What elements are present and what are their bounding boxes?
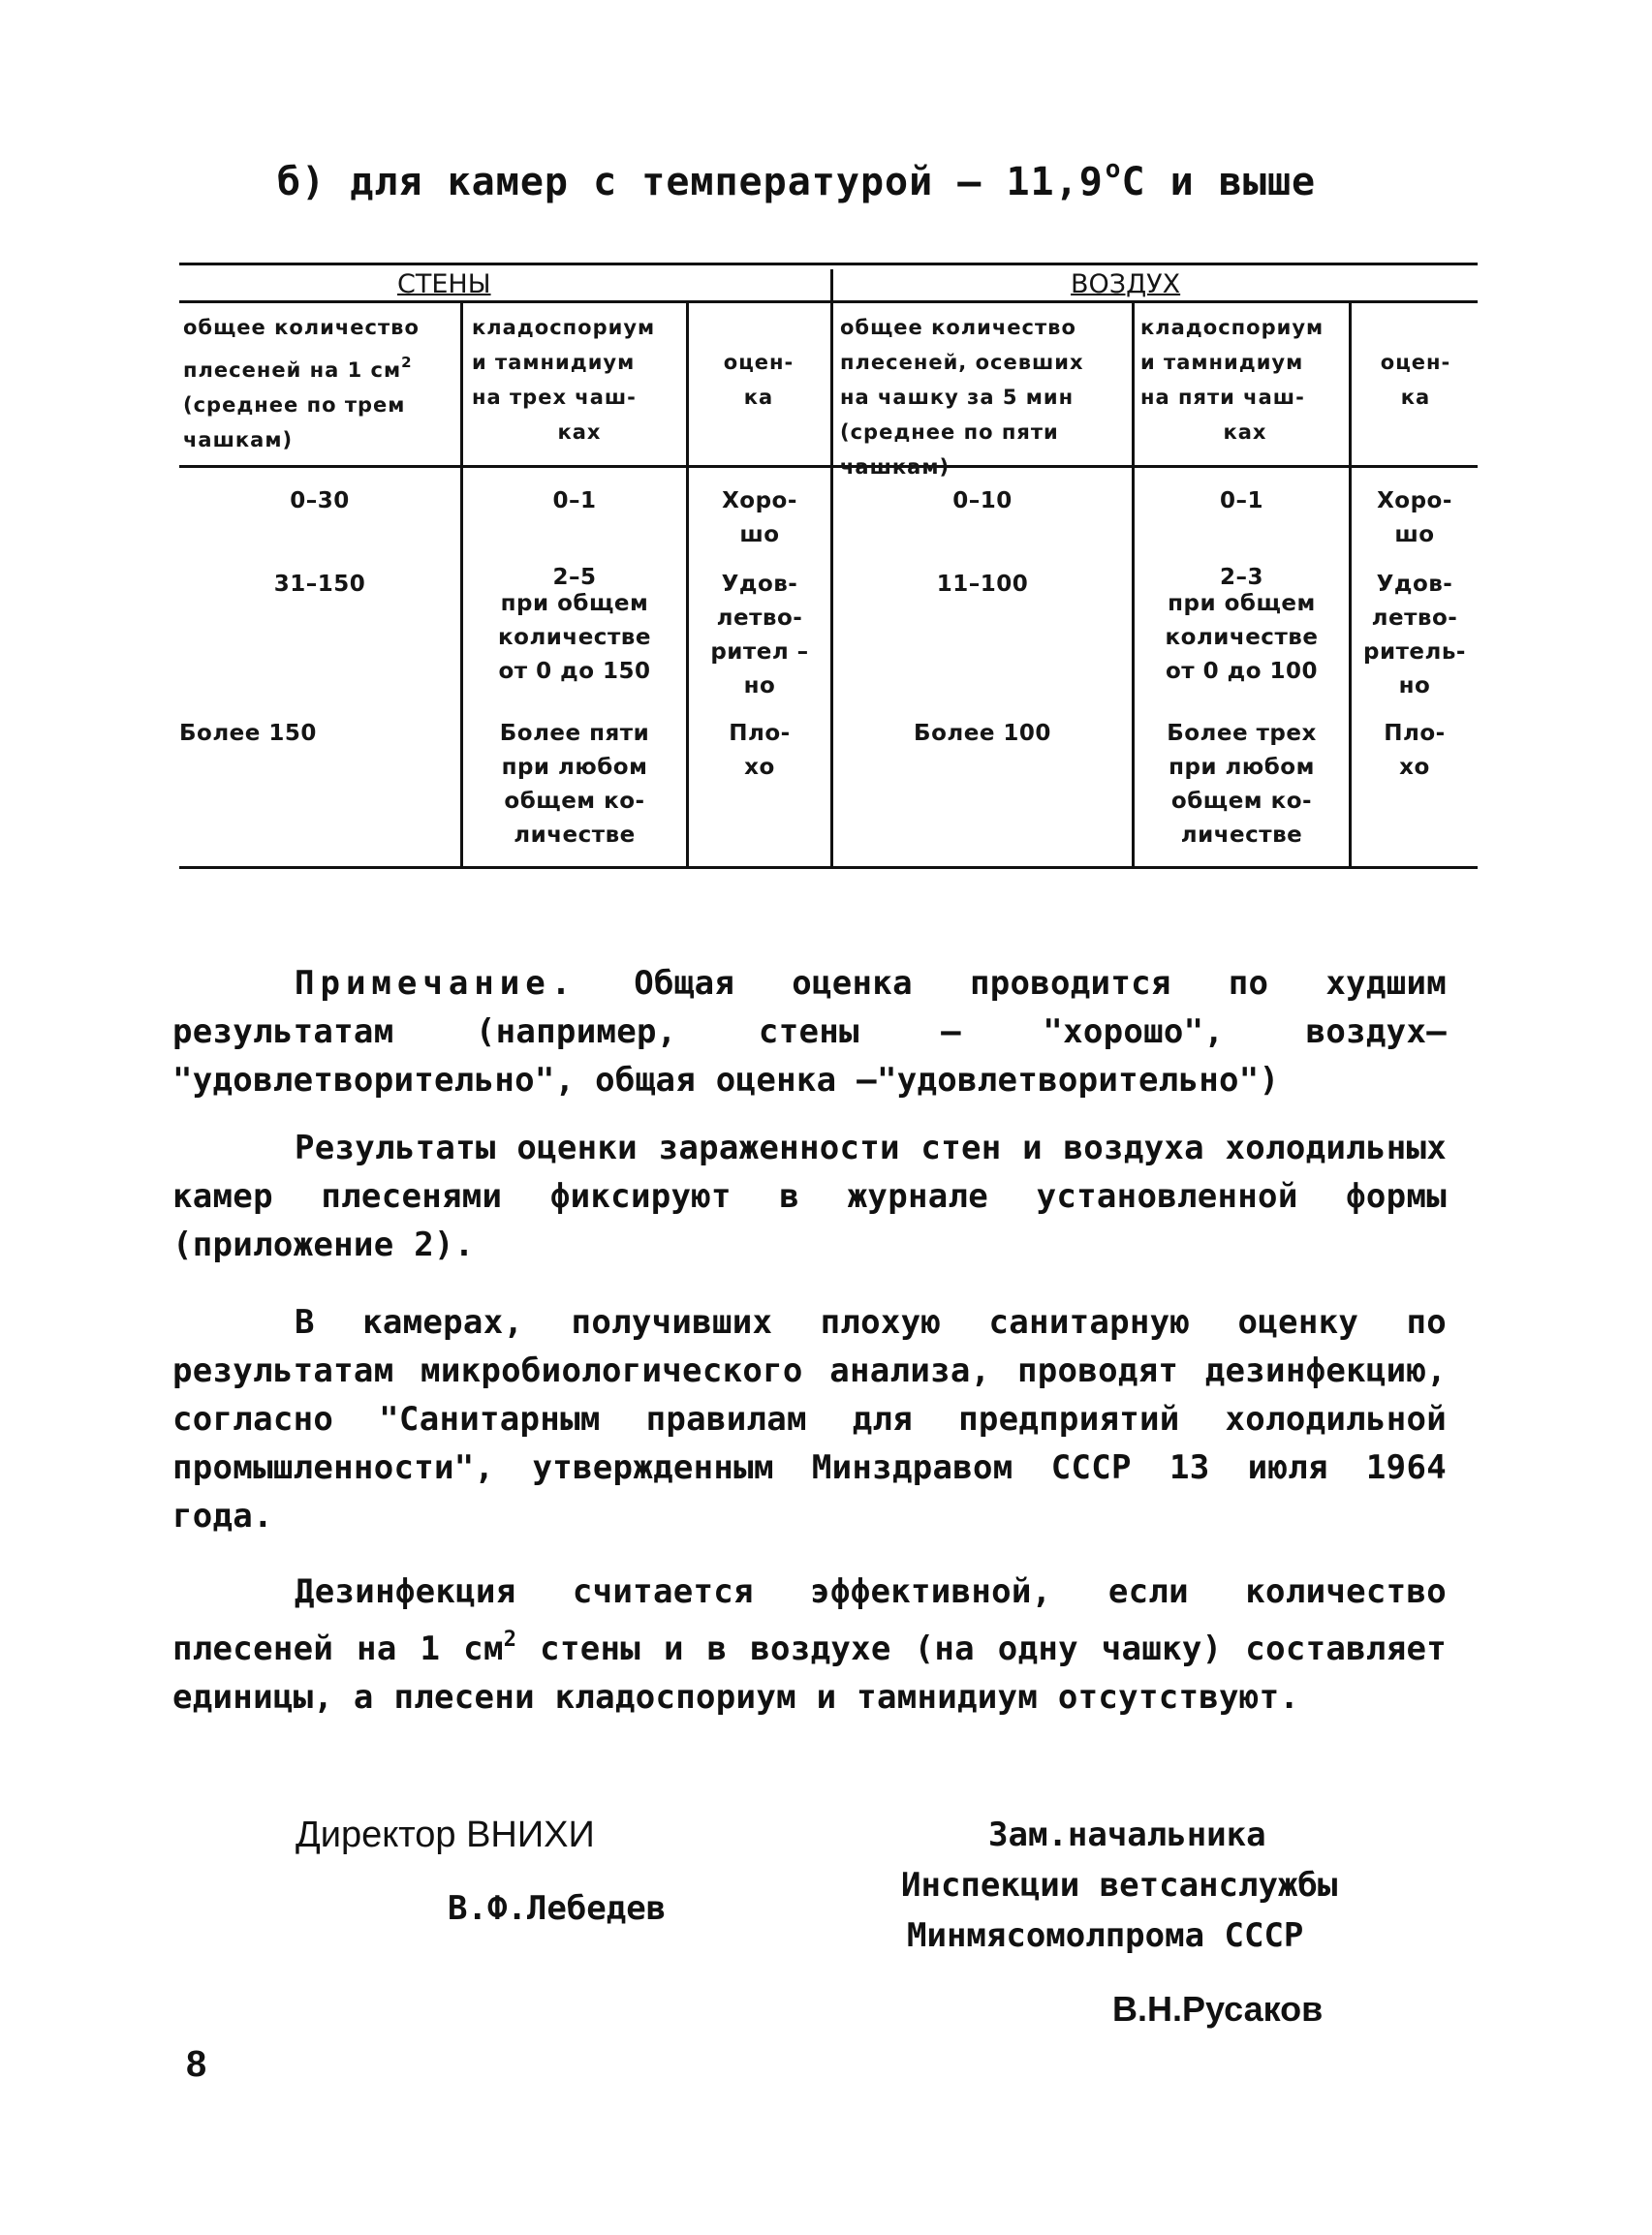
note-label: Примечание.	[295, 964, 577, 1003]
table-cell: 31–150	[273, 572, 366, 597]
section-heading	[277, 155, 1316, 204]
header-walls-clado: кладоспориум и тамнидиум на трех чаш- ках	[472, 316, 656, 444]
right-signatory-name: В.Н.Русаков	[1112, 1989, 1324, 2029]
table-cell: Пло- хо	[729, 721, 791, 780]
group-header-air: ВОЗДУХ	[1071, 269, 1181, 299]
table-cell: 2–3 при общем количестве от 0 до 100	[1165, 565, 1319, 684]
effectiveness-paragraph: Дезинфекция считается эффективной, если количество плесеней на 1 $см^2$ стены и в воздухе (на одну чашку) составляет единицы, а плесени кладоспориум и тамнидиум отсутствуют.	[172, 1572, 1447, 1717]
header-bottom-rule	[179, 465, 1478, 468]
page-number: 8	[186, 2044, 207, 2085]
table-cell: Хоро- шо	[722, 488, 797, 547]
results-paragraph: Результаты оценки зараженности стен и воздуха холодильных камер плесенями фиксируют в журнале установленной формы (приложение 2).	[172, 1129, 1447, 1264]
table-top-rule	[179, 263, 1478, 265]
table-cell: 0–1	[552, 488, 597, 513]
table-cell: 0–1	[1219, 488, 1263, 513]
right-signatory-line1: Зам.начальника	[988, 1816, 1266, 1854]
group-header-walls: СТЕНЫ	[397, 269, 491, 299]
grading-table	[179, 260, 1478, 870]
table-cell: Более 150	[179, 721, 317, 746]
table-cell: 0–30	[290, 488, 350, 513]
group-rule	[179, 300, 1478, 303]
table-cell: Хоро- шо	[1377, 488, 1452, 547]
heading-text: б) для камер с температурой – 11,9	[277, 160, 1104, 204]
heading-tail: С и выше	[1121, 160, 1317, 204]
table-cell: 2–5 при общем количестве от 0 до 150	[498, 565, 651, 684]
table-bottom-rule	[179, 866, 1478, 869]
header-walls-total: общее количество плесеней на 1 $см^2$ (среднее по трем чашкам)	[183, 316, 420, 451]
table-cell: Более пяти при любом общем ко- личестве	[499, 721, 650, 848]
degree-sign: о	[1105, 155, 1122, 184]
table-cell: 11–100	[936, 572, 1029, 597]
header-walls-grade: оцен- ка	[723, 351, 795, 409]
table-cell: Более 100	[914, 721, 1051, 746]
note-text: Общая оценка проводится по худшим результатам (например, стены – "хорошо", воздух– "удовлетворительно", общая оценка –"удовлетворительно")	[172, 964, 1447, 1100]
right-signatory-line2: Инспекции ветсанслужбы	[901, 1866, 1338, 1905]
table-cell: Удов- летво- ритель- но	[1363, 572, 1466, 698]
right-signatory-line3: Минмясомолпрома СССР	[907, 1916, 1304, 1955]
header-air-grade: оцен- ка	[1380, 351, 1451, 409]
note-paragraph	[172, 959, 1447, 1104]
header-air-total: общее количество плесеней, осевших на чашку за 5 мин (среднее по пяти чашкам)	[840, 316, 1084, 479]
table-cell: Пло- хо	[1384, 721, 1446, 780]
table-cell: Удов- летво- рител – но	[710, 572, 809, 698]
table-cell: 0–10	[952, 488, 1013, 513]
left-signatory-title: Директор ВНИХИ	[296, 1815, 595, 1855]
left-signatory-name: В.Ф.Лебедев	[448, 1889, 667, 1928]
disinfection-paragraph: В камерах, получивших плохую санитарную оценку по результатам микробиологического анализа, проводят дезинфекцию, согласно "Санитарным правилам для предприятий холодильной промышленности", утвержденным Минздравом СССР 13 июля 1964 года.	[172, 1303, 1447, 1536]
header-air-clado: кладоспориум и тамнидиум на пяти чаш- ках	[1140, 316, 1325, 444]
table-cell: Более трех при любом общем ко- личестве	[1167, 721, 1317, 848]
